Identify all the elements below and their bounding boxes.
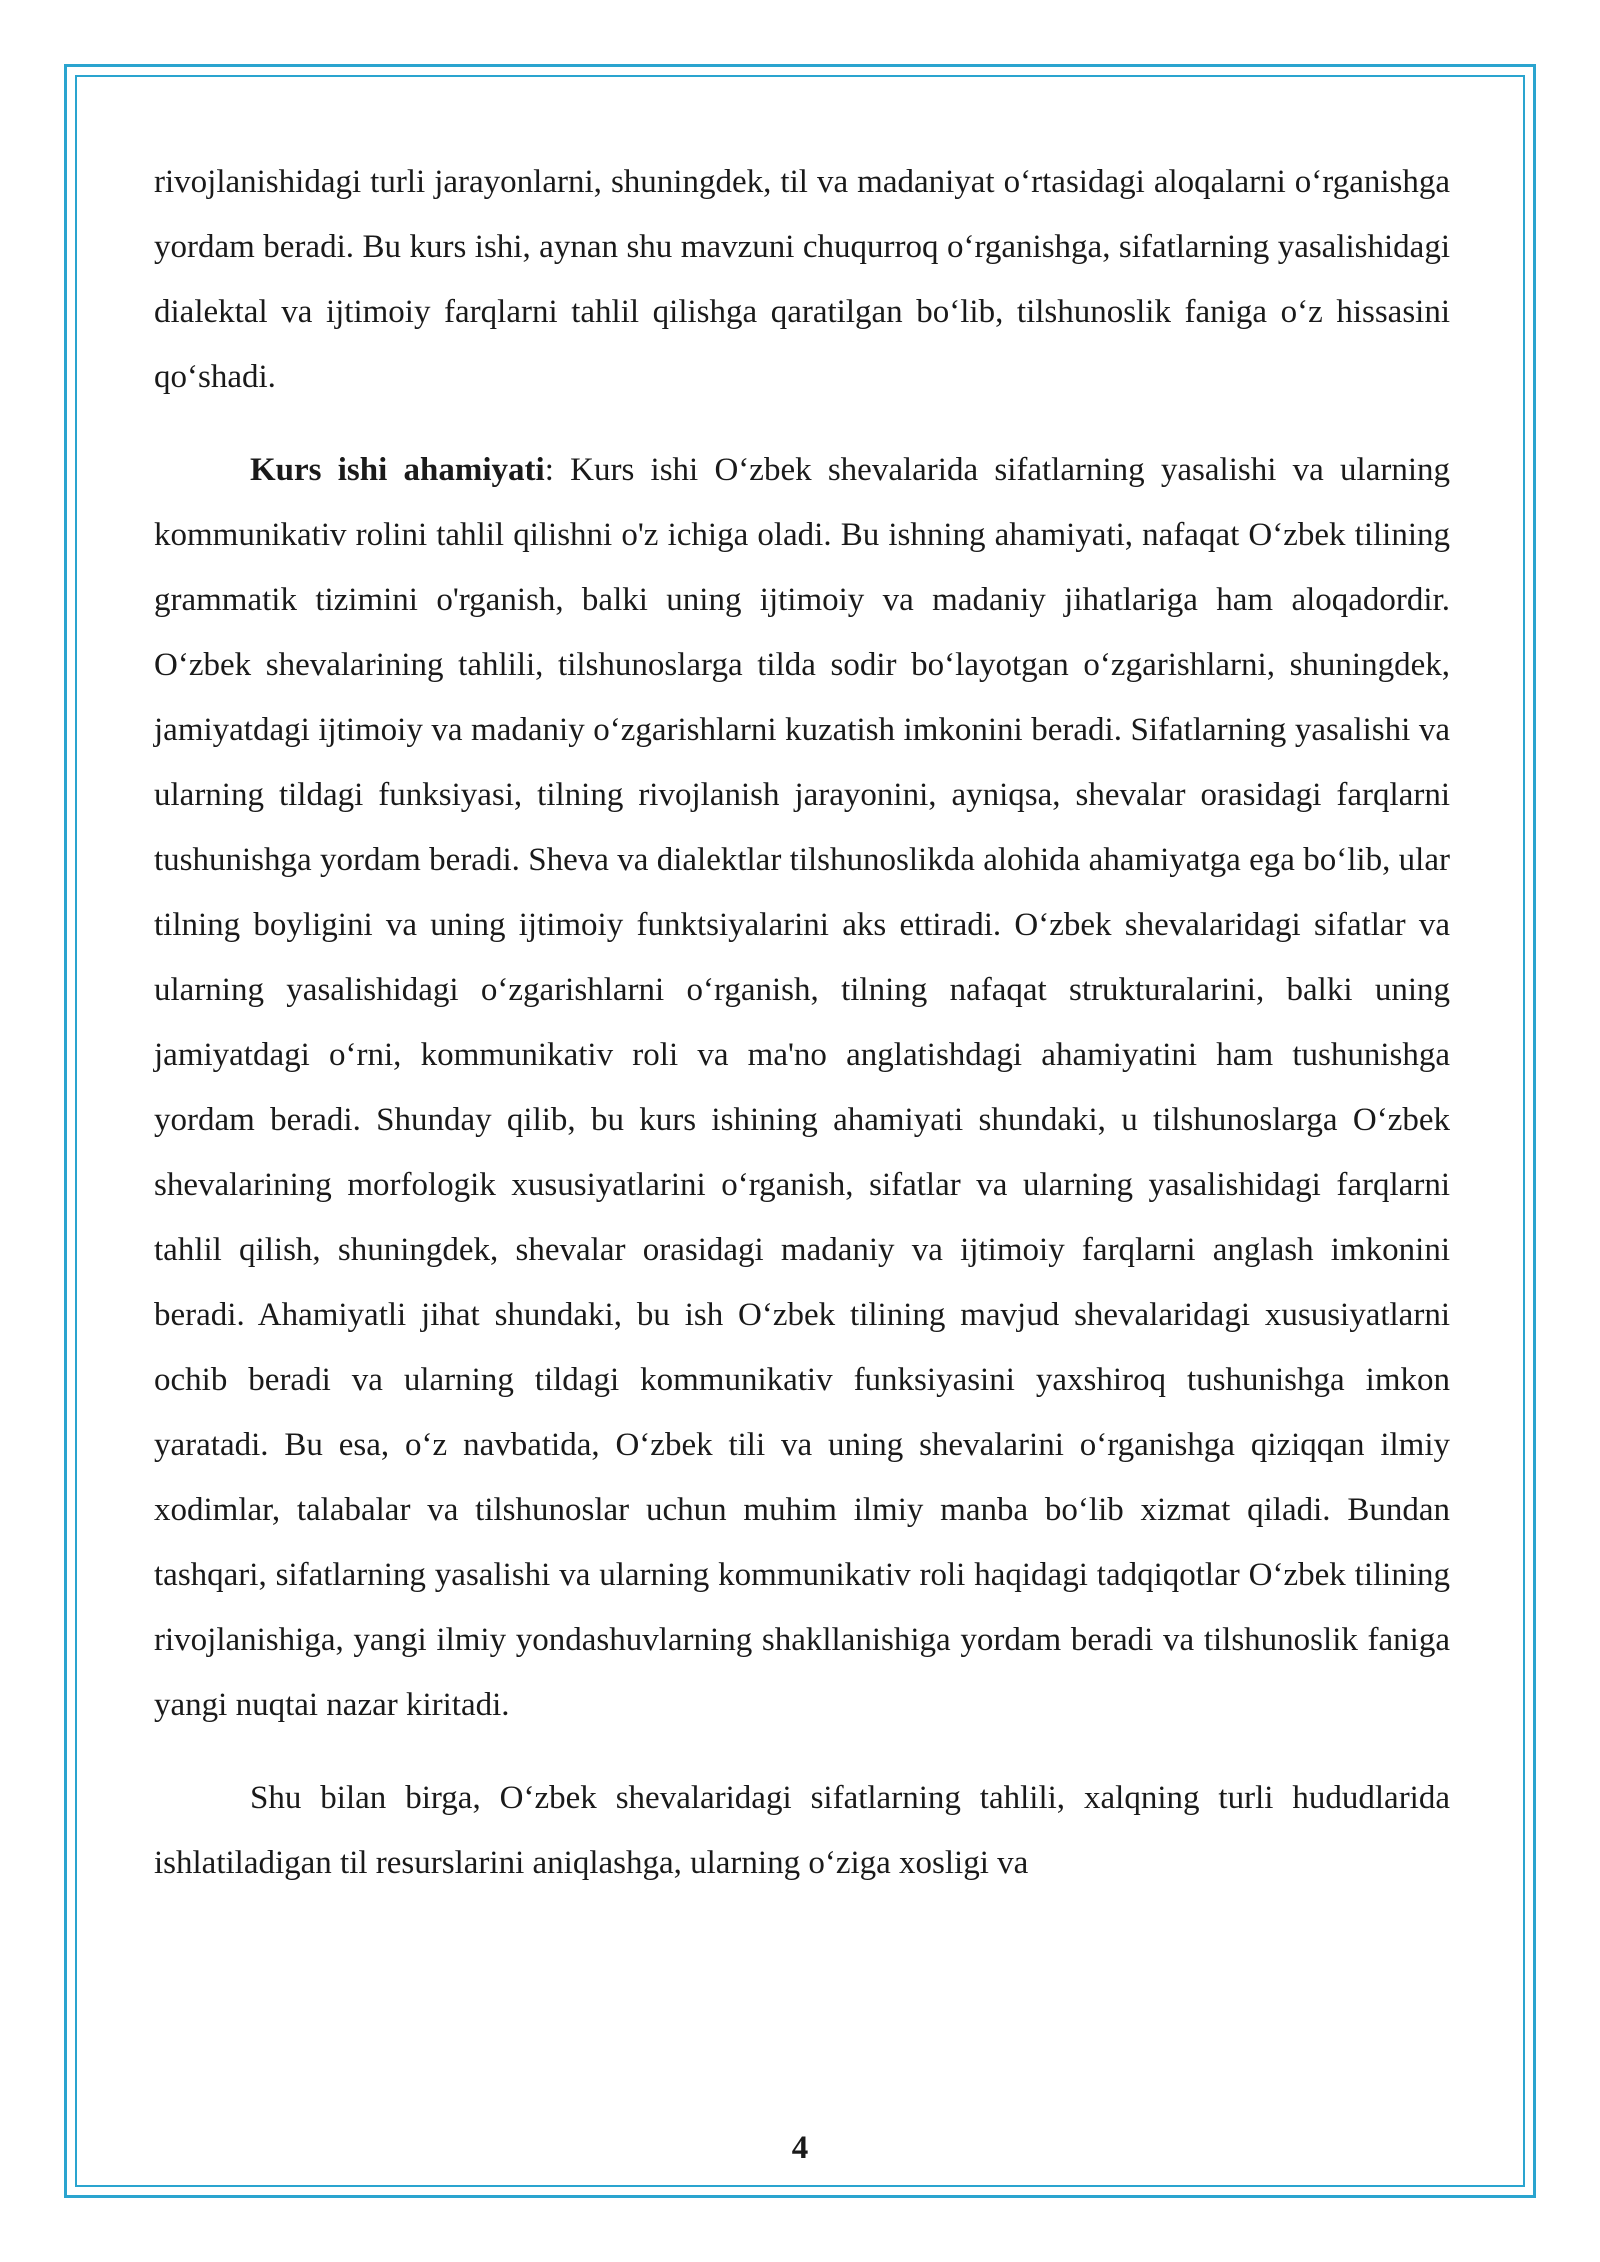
paragraph-text: Shu bilan birga, O‘zbek shevalaridagi sifatlarning tahlili, xalqning turli hududlarida ishlatiladigan til resurslarini aniqlashga, ularning o‘ziga xosligi va (154, 1780, 1450, 1881)
paragraph-text: : Kurs ishi O‘zbek shevalarida sifatlarning yasalishi va ularning kommunikativ rolini tahlil qilishni o'z ichiga oladi. Bu ishning ahamiyati, nafaqat O‘zbek tilining grammatik tizimini o'rganish, balki uning ijtimoiy va madaniy jihatlariga ham aloqadordir. O‘zbek shevalarining tahlili, tilshunoslarga tilda sodir bo‘layotgan o‘zgarishlarni, shuningdek, jamiyatdagi ijtimoiy va madaniy o‘zgarishlarni kuzatish imkonini beradi. Sifatlarning yasalishi va ularning tildagi funksiyasi, tilning rivojlanish jarayonini, ayniqsa, shevalar orasidagi farqlarni tushunishga yordam beradi. Sheva va dialektlar tilshunoslikda alohida ahamiyatga ega bo‘lib, ular tilning boyligini va uning ijtimoiy funktsiyalarini aks ettiradi. O‘zbek shevalaridagi sifatlar va ularning yasalishidagi o‘zgarishlarni o‘rganish, tilning nafaqat strukturalarini, balki uning jamiyatdagi o‘rni, kommunikativ roli va ma'no anglatishdagi ahamiyatini ham tushunishga yordam beradi. Shunday qilib, bu kurs ishining ahamiyati shundaki, u tilshunoslarga O‘zbek shevalarining morfologik xususiyatlarini o‘rganish, sifatlar va ularning yasalishidagi farqlarni tahlil qilish, shuningdek, shevalar orasidagi madaniy va ijtimoiy farqlarni anglash imkonini beradi. Ahamiyatli jihat shundaki, bu ish O‘zbek tilining mavjud shevalaridagi xususiyatlarni ochib beradi va ularning tildagi kommunikativ funksiyasini yaxshiroq tushunishga imkon yaratadi. Bu esa, o‘z navbatida, O‘zbek tili va uning shevalarini o‘rganishga qiziqqan ilmiy xodimlar, talabalar va tilshunoslar uchun muhim ilmiy manba bo‘lib xizmat qiladi. Bundan tashqari, sifatlarning yasalishi va ularning kommunikativ roli haqidagi tadqiqotlar O‘zbek tilining rivojlanishiga, yangi ilmiy yondashuvlarning shakllanishiga yordam beradi va tilshunoslik faniga yangi nuqtai nazar kiritadi. (154, 452, 1450, 1723)
paragraph-significance (154, 438, 1450, 1738)
document-body (154, 150, 1450, 1896)
paragraph-text: rivojlanishidagi turli jarayonlarni, shuningdek, til va madaniyat o‘rtasidagi aloqalarni o‘rganishga yordam beradi. Bu kurs ishi, aynan shu mavzuni chuqurroq o‘rganishga, sifatlarning yasalishidagi dialektal va ijtimoiy farqlarni tahlil qilishga qaratilgan bo‘lib, tilshunoslik faniga o‘z hissasini qo‘shadi. (154, 164, 1450, 395)
section-heading-inline: Kurs ishi ahamiyati (250, 452, 545, 488)
paragraph-next (154, 1766, 1450, 1896)
paragraph-continuation (154, 150, 1450, 410)
page-number: 4 (791, 2130, 809, 2166)
